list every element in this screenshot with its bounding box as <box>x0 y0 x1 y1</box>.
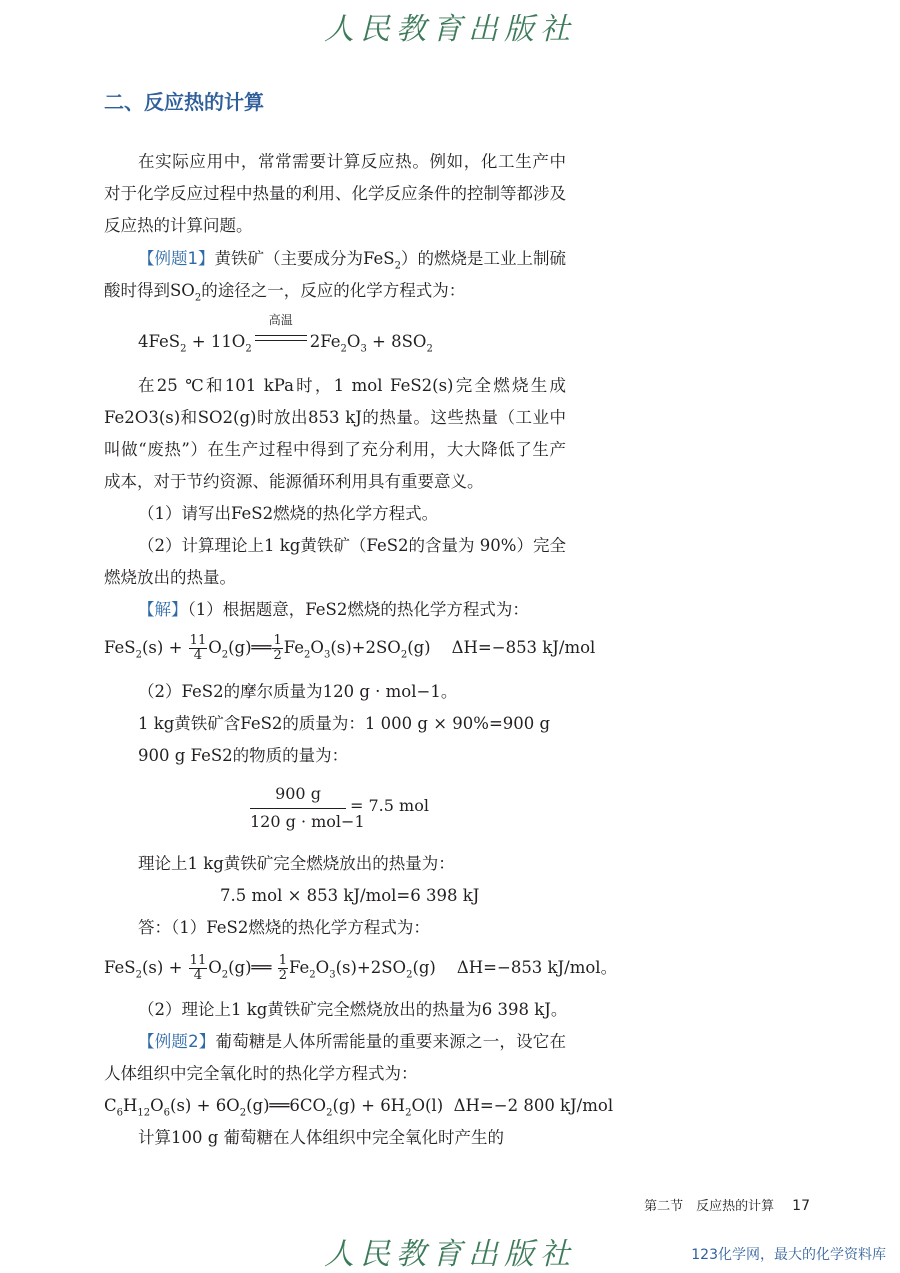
thermo-equation-1: FeS$_2$(s) + $\frac{11}{4}$ $O_2(g)══$ $\frac{1}{2}$ $Fe_2O_3(s)+2SO_2(g)$ ΔH=−853 kJ/mol <box>104 633 596 663</box>
example1-statement: 【例题1】黄铁矿（主要成分为FeS$_2$）的燃烧是工业上制硫酸时得到$SO_2$的途径之一，反应的化学方程式为： <box>104 249 566 304</box>
publisher-logo-bottom: 人民教育出版社 <box>324 1237 576 1272</box>
solution-step6: 7.5 mol × 853 kJ/mol=6 398 kJ <box>220 886 480 905</box>
example2-question: 计算100 g 葡萄糖在人体组织中完全氧化时产生的 <box>138 1128 505 1147</box>
solution-step1 <box>104 594 566 626</box>
answer-1: 答：（1）FeS2燃烧的热化学方程式为： <box>138 918 430 937</box>
thermo-equation-2: FeS$_2$(s) + $\frac{11}{4}$ $O_2(g)══$ $\frac{1}{2}$ $Fe_2O_3(s)+2SO_2(g)$ ΔH=−853 kJ/mol。 <box>104 953 618 983</box>
footer-section: 第二节 反应热的计算 <box>644 1199 775 1214</box>
watermark-text: 123化学网，最大的化学资料库 <box>691 1247 886 1263</box>
reaction-condition: 高温 <box>268 313 293 327</box>
example2-label: 【例题2】 <box>138 1032 216 1051</box>
enthalpy-1: ΔH=−853 kJ/mol <box>451 638 596 657</box>
question-1: （1）请写出FeS2燃烧的热化学方程式。 <box>138 504 439 523</box>
example2-statement <box>104 1026 566 1090</box>
solution-step5: 理论上1 kg黄铁矿完全燃烧放出的热量为： <box>138 854 455 873</box>
fraction-denominator: 120 g · mol−1 <box>250 812 365 831</box>
page-footer <box>644 1195 810 1214</box>
solution-step2: （2）FeS2的摩尔质量为120 g · mol−1。 <box>138 682 458 701</box>
solution-step1-text: （1）根据题意，FeS2燃烧的热化学方程式为： <box>187 600 529 619</box>
example1-text-b: ）的燃烧是工业上制硫酸时得到SO <box>104 249 566 300</box>
example1-paragraph2: 在25 ℃和101 kPa时，1 mol FeS2(s)完全燃烧生成Fe2O3(s)和SO2(g)时放出853 kJ的热量。这些热量（工业中叫做“废热”）在生产过程中得到了充分利用，大大降低了生产成本，对于节约资源、能源循环利用具有重要意义。 <box>104 376 566 491</box>
intro-paragraph: 在实际应用中，常常需要计算反应热。例如，化工生产中对于化学反应过程中热量的利用、化学反应条件的控制等都涉及反应热的计算问题。 <box>104 152 566 235</box>
equation-arrow <box>255 313 307 349</box>
equation-combustion: $4FeS_2 + 11O_2$ 高温 $2Fe_2O_3 + 8SO_2$ <box>138 313 433 355</box>
glucose-equation: $C_6H_{12}O_6(s)$ + $6O_2(g)══6CO_2(g) + 6H_2O(l)$ ΔH=−2 800 kJ/mol <box>104 1096 614 1119</box>
enthalpy-glucose: ΔH=−2 800 kJ/mol <box>453 1096 614 1115</box>
section-heading: 二、反应热的计算 <box>104 90 264 114</box>
example1-label: 【例题1】 <box>138 249 215 268</box>
fraction-numerator: 900 g <box>275 784 321 803</box>
solution-step4: 900 g FeS2的物质的量为： <box>138 746 349 765</box>
solution-label: 【解】 <box>138 600 188 619</box>
solution-step3: 1 kg黄铁矿含FeS2的质量为：1 000 g × 90%=900 g <box>138 714 551 733</box>
example2-text: 葡萄糖是人体所需能量的重要来源之一，设它在人体组织中完全氧化时的热化学方程式为： <box>104 1032 566 1083</box>
fraction-result: = 7.5 mol <box>350 796 429 815</box>
example1-text-c: 的途径之一，反应的化学方程式为： <box>201 281 466 300</box>
question-2: （2）计算理论上1 kg黄铁矿（FeS2的含量为 90%）完全燃烧放出的热量。 <box>104 536 566 587</box>
example1-text-a: 黄铁矿（主要成分为FeS <box>214 249 395 268</box>
enthalpy-2: ΔH=−853 kJ/mol。 <box>456 958 618 977</box>
page-number: 17 <box>792 1198 810 1214</box>
answer-2: （2）理论上1 kg黄铁矿完全燃烧放出的热量为6 398 kJ。 <box>138 1000 568 1019</box>
publisher-logo-top: 人民教育出版社 <box>324 12 576 47</box>
